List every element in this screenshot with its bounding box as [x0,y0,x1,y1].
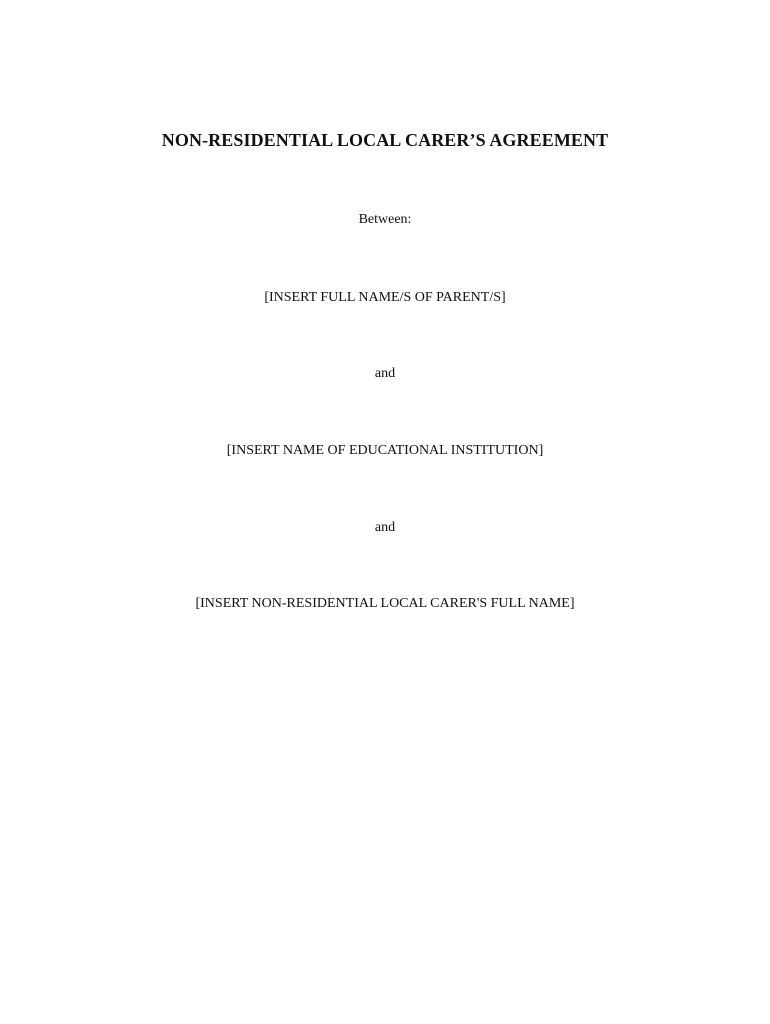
party-carer-placeholder: [INSERT NON-RESIDENTIAL LOCAL CARER'S FULL NAME] [195,596,575,611]
party-institution-placeholder: [INSERT NAME OF EDUCATIONAL INSTITUTION] [226,443,544,458]
party-parents-placeholder: [INSERT FULL NAME/S OF PARENT/S] [264,290,506,305]
conjunction-and-2: and [374,520,396,535]
document-title: NON-RESIDENTIAL LOCAL CARER’S AGREEMENT [161,130,609,150]
conjunction-and-1: and [374,366,396,381]
between-label: Between: [358,212,412,227]
